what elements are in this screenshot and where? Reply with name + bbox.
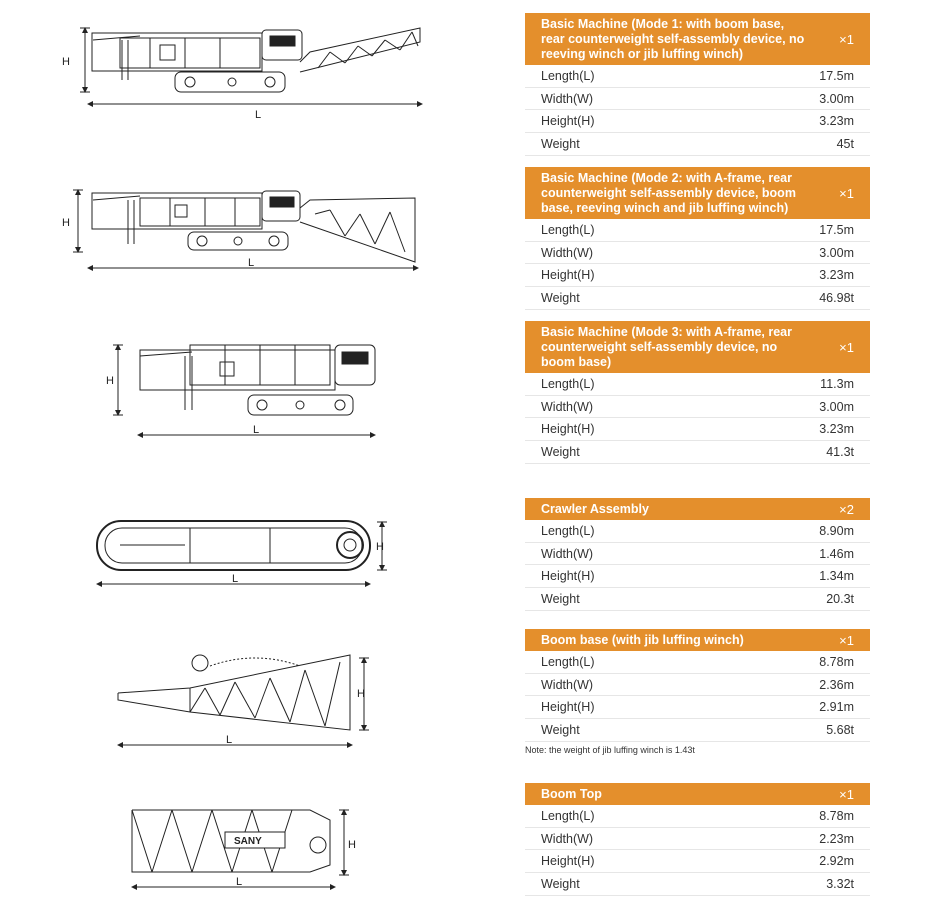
- spec-row-weight: Weight 5.68t: [525, 719, 870, 742]
- basic-machine-mode3-drawing: [140, 345, 375, 415]
- spec-row-length: Length(L) 8.90m: [525, 520, 870, 543]
- spec-row-length: Length(L) 11.3m: [525, 373, 870, 396]
- spec-row-weight: Weight 3.32t: [525, 873, 870, 896]
- spec-row-weight: Weight 20.3t: [525, 588, 870, 611]
- spec-row-weight: Weight 46.98t: [525, 287, 870, 310]
- boom-top-drawing: [132, 810, 330, 872]
- spec-title: Basic Machine (Mode 1: with boom base, rear counterweight self-assembly device, no reeving winch or jib luffing winch): [541, 16, 805, 61]
- spec-row-width: Width(W) 2.36m: [525, 674, 870, 697]
- spec-row-height: Height(H) 2.91m: [525, 696, 870, 719]
- spec-quantity: ×1: [839, 31, 854, 47]
- dim-h-2: H: [62, 217, 70, 229]
- spec-row-height: Height(H) 1.34m: [525, 565, 870, 588]
- dim-h-1: H: [62, 56, 70, 68]
- dim-l-3: L: [253, 424, 260, 436]
- spec-row-height: Height(H) 2.92m: [525, 850, 870, 873]
- spec-title: Boom Top: [541, 786, 602, 801]
- spec-row-length: Length(L) 17.5m: [525, 65, 870, 88]
- spec-row-height: Height(H) 3.23m: [525, 264, 870, 287]
- spec-row-length: Length(L) 17.5m: [525, 219, 870, 242]
- spec-row-width: Width(W) 3.00m: [525, 396, 870, 419]
- dim-h-5: H: [357, 688, 365, 700]
- spec-row-weight: Weight 45t: [525, 133, 870, 156]
- basic-machine-mode1-drawing: [92, 28, 420, 92]
- dim-l-2: L: [248, 257, 255, 269]
- spec-quantity: ×1: [839, 786, 854, 802]
- dim-h-4: H: [376, 541, 384, 553]
- dim-l-1: L: [255, 109, 262, 121]
- dim-h-3: H: [106, 375, 114, 387]
- spec-table-crawler: [525, 498, 870, 611]
- spec-row-weight: Weight 41.3t: [525, 441, 870, 464]
- spec-quantity: ×2: [839, 501, 854, 517]
- spec-table-boom-top: [525, 783, 870, 896]
- spec-row-length: Length(L) 8.78m: [525, 651, 870, 674]
- spec-quantity: ×1: [839, 632, 854, 648]
- spec-row-width: Width(W) 1.46m: [525, 543, 870, 566]
- spec-table-mode1: [525, 13, 870, 156]
- spec-table-boom-base: [525, 629, 870, 742]
- dim-h-6: H: [348, 839, 356, 851]
- spec-row-length: Length(L) 8.78m: [525, 805, 870, 828]
- crawler-assembly-drawing: [97, 521, 370, 570]
- spec-table-mode2: [525, 167, 870, 310]
- spec-row-height: Height(H) 3.23m: [525, 110, 870, 133]
- dim-l-5: L: [226, 734, 233, 746]
- winch-weight-note: Note: the weight of jib luffing winch is 1.43t: [525, 745, 695, 755]
- spec-row-width: Width(W) 2.23m: [525, 828, 870, 851]
- spec-row-width: Width(W) 3.00m: [525, 242, 870, 265]
- spec-title: Basic Machine (Mode 3: with A-frame, rear counterweight self-assembly device, no boom base): [541, 324, 792, 369]
- spec-row-width: Width(W) 3.00m: [525, 88, 870, 111]
- sany-logo: SANY: [234, 836, 262, 847]
- dim-l-6: L: [236, 876, 243, 888]
- spec-title: Basic Machine (Mode 2: with A-frame, rear counterweight self-assembly device, boom base, reeving winch and jib luffing winch): [541, 170, 796, 215]
- spec-title: Boom base (with jib luffing winch): [541, 632, 744, 647]
- spec-quantity: ×1: [839, 339, 854, 355]
- boom-base-drawing: [118, 655, 350, 730]
- spec-title: Crawler Assembly: [541, 501, 649, 516]
- spec-quantity: ×1: [839, 185, 854, 201]
- dim-l-4: L: [232, 573, 239, 585]
- spec-row-height: Height(H) 3.23m: [525, 418, 870, 441]
- basic-machine-mode2-drawing: [92, 191, 415, 262]
- spec-table-mode3: [525, 321, 870, 464]
